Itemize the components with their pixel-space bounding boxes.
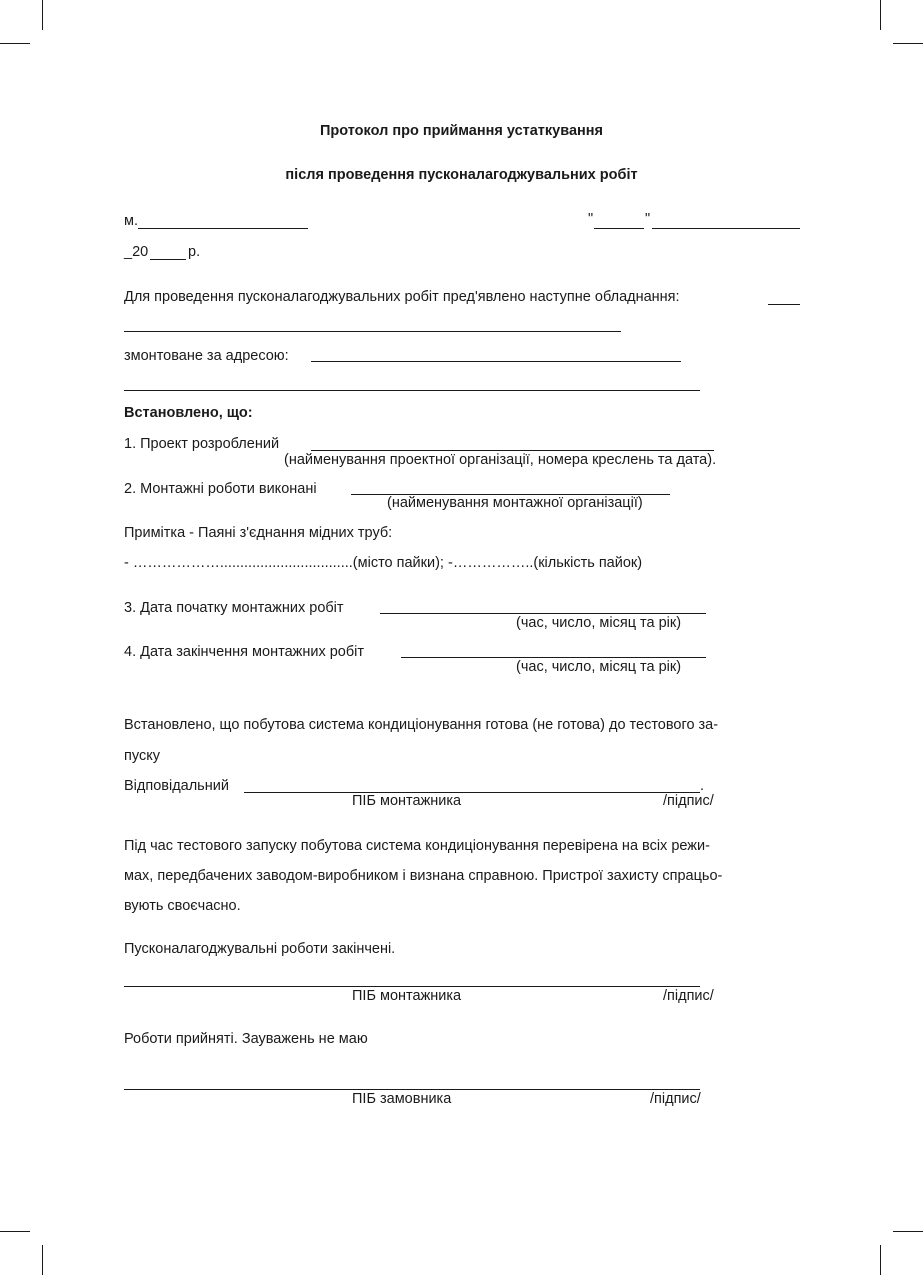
installer-signature-field[interactable] [124,986,700,987]
item3-label: 3. Дата початку монтажних робіт [124,600,344,616]
project-organization-field[interactable] [311,450,714,451]
city-field[interactable] [138,228,308,229]
address-field[interactable] [311,361,681,362]
year-field[interactable] [150,259,186,260]
crop-mark [42,0,43,30]
completed-statement: Пусконалагоджувальні роботи закінчені. [124,941,396,957]
crop-mark [0,1231,30,1232]
item2-caption: (найменування монтажної організації) [387,495,643,511]
year-suffix: р. [188,244,201,260]
responsible-end: . [700,778,705,794]
customer-name-caption: ПІБ замовника [352,1091,452,1107]
item1-caption: (найменування проектної організації, номера креслень та дата). [284,452,717,468]
city-label: м. [124,213,138,229]
installer-name-caption: ПІБ монтажника [352,793,462,809]
document-title: Протокол про приймання устаткування [319,123,603,139]
equipment-field-continued[interactable] [124,331,621,332]
note-label: Примітка - Паяні з'єднання мідних труб: [124,525,393,541]
note-solder-line: - ……………….................................(місто пайки); -……………..(кількість пайок) [124,555,643,571]
responsible-signature-field[interactable] [244,792,700,793]
equipment-field[interactable] [768,304,800,305]
signature-caption-2: /підпис/ [663,988,714,1004]
equipment-label: Для проведення пусконалагоджувальних робіт пред'явлено наступне обладнання: [124,289,680,305]
date-quote-open: " [588,211,594,227]
crop-mark [0,43,30,44]
established-heading: Встановлено, що: [124,405,253,421]
address-field-continued[interactable] [124,390,700,391]
item3-caption: (час, число, місяц та рік) [516,615,682,631]
customer-signature-field[interactable] [124,1089,700,1090]
crop-mark [880,1245,881,1275]
test-paragraph-line2: мах, передбачених заводом-виробником і визнана справною. Пристрої захисту спрацьо- [124,868,723,884]
start-date-field[interactable] [380,613,706,614]
test-paragraph-line3: вують своєчасно. [124,898,241,914]
signature-caption: /підпис/ [663,793,714,809]
test-paragraph: Під час тестового запуску побутова система кондиціонування перевірена на всіх режи- [124,838,710,854]
installer-name-caption-2: ПІБ монтажника [352,988,462,1004]
item4-caption: (час, число, місяц та рік) [516,659,682,675]
date-quote-mid: " [645,211,651,227]
crop-mark [42,1245,43,1275]
item4-label: 4. Дата закінчення монтажних робіт [124,644,365,660]
signature-caption-3: /підпис/ [650,1091,701,1107]
item1-label: 1. Проект розроблений [124,436,280,452]
crop-mark [880,0,881,30]
accepted-statement: Роботи прийняті. Зауважень не маю [124,1031,368,1047]
readiness-text-continued: пуску [124,748,160,764]
crop-mark [893,43,923,44]
year-prefix: _20 [124,244,149,260]
crop-mark [893,1231,923,1232]
item2-label: 2. Монтажні роботи виконані [124,481,317,497]
document-subtitle: після проведення пусконалагоджувальних робіт [285,167,638,183]
responsible-label: Відповідальний [124,778,229,794]
end-date-field[interactable] [401,657,706,658]
address-label: змонтоване за адресою: [124,348,289,364]
readiness-text: Встановлено, що побутова система кондиціонування готова (не готова) до тестового за- [124,717,719,733]
day-field[interactable] [594,228,644,229]
month-field[interactable] [652,228,800,229]
